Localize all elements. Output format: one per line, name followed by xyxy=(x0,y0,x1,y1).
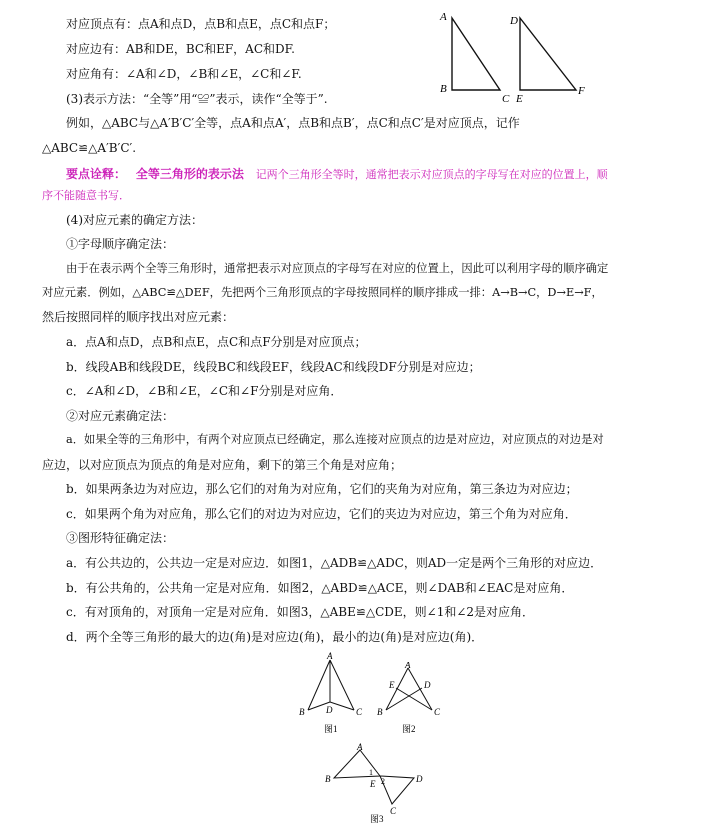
text-line: (3)表示方法：“全等”用“≌”表示，读作“全等于”. xyxy=(66,92,328,106)
text-line: b．有公共角的，公共角一定是对应角．如图2，△ABD≌△ACE，则∠DAB和∠EAC是对应角． xyxy=(66,581,574,595)
text-line: 对应顶点有：点A和点D，点B和点E，点C和点F； xyxy=(66,17,336,31)
angle-2-label: 2 xyxy=(381,777,385,786)
text-line: ③图形特征确定法： xyxy=(66,531,175,545)
label-C: C xyxy=(356,707,363,717)
note-title: 要点诠释： xyxy=(66,167,127,181)
note-subtitle: 全等三角形的表示法 xyxy=(135,167,244,181)
text-line: c．有对顶角的，对顶角一定是对应角．如图3，△ABE≌△CDE，则∠1和∠2是对应角． xyxy=(66,605,535,619)
label-B: B xyxy=(325,774,331,784)
label-E: E xyxy=(516,93,523,105)
text-line: 对应角有：∠A和∠D，∠B和∠E，∠C和∠F. xyxy=(66,67,302,81)
label-A: A xyxy=(357,742,363,752)
figure-2 xyxy=(374,662,444,738)
text-line: a．点A和点D，点B和点E，点C和点F分别是对应顶点； xyxy=(66,335,367,349)
label-C: C xyxy=(434,707,441,717)
figure-2-caption: 图2 xyxy=(402,724,416,734)
label-B: B xyxy=(440,83,447,95)
label-A: A xyxy=(327,651,333,661)
text-line: c．如果两个角为对应角，那么它们的对边为对应边，它们的夹边为对应边，第三个角为对应角． xyxy=(66,507,577,521)
text-line: (4)对应元素的确定方法： xyxy=(66,213,203,227)
note-text: 记两个三角形全等时，通常把表示对应顶点的字母写在对应的位置上，顺 xyxy=(255,168,608,181)
text-line: 应边，以对应顶点为顶点的角是对应角，剩下的第三个角是对应角； xyxy=(42,458,403,472)
figure-3 xyxy=(318,742,430,826)
figure-1 xyxy=(296,650,366,738)
text-line: d．两个全等三角形的最大的边(角)是对应边(角)，最小的边(角)是对应边(角)． xyxy=(66,630,484,644)
text-line: 然后按照同样的顺序找出对应元素： xyxy=(42,310,235,324)
text-line: c．∠A和∠D，∠B和∠E，∠C和∠F分别是对应角． xyxy=(66,384,343,398)
label-A: A xyxy=(440,11,447,23)
congruent-triangles-figure xyxy=(436,10,596,108)
label-C: C xyxy=(390,806,397,816)
text-line: △ABC≌△A′B′C′. xyxy=(42,141,137,155)
note-text-cont: 序不能随意书写． xyxy=(42,189,130,202)
label-E: E xyxy=(389,680,395,690)
text-line: ①字母顺序确定法： xyxy=(66,237,175,251)
label-B: B xyxy=(377,707,383,717)
label-D: D xyxy=(416,774,423,784)
text-line: a．有公共边的，公共边一定是对应边．如图1，△ADB≌△ADC，则AD一定是两个三角形的对应边． xyxy=(66,556,603,570)
text-line: 例如，△ABC与△A′B′C′全等，点A和点A′，点B和点B′，点C和点C′是对应顶点，记作 xyxy=(66,116,520,130)
angle-1-label: 1 xyxy=(369,768,373,777)
label-D: D xyxy=(326,705,333,715)
text-line: 对应元素．例如，△ABC≌△DEF，先把两个三角形顶点的字母按照同样的顺序排成一排：A→B→C，D→E→F， xyxy=(42,286,603,299)
text-line: 由于在表示两个全等三角形时，通常把表示对应顶点的字母写在对应的位置上，因此可以利用字母的顺序确定 xyxy=(66,262,609,275)
label-B: B xyxy=(299,707,305,717)
figure-1-caption: 图1 xyxy=(324,724,338,734)
text-line: ②对应元素确定法： xyxy=(66,409,175,423)
label-F: F xyxy=(578,85,585,97)
text-line: b．如果两条边为对应边，那么它们的对角为对应角，它们的夹角为对应角，第三条边为对应边； xyxy=(66,482,578,496)
label-D: D xyxy=(510,15,518,27)
text-line: a．如果全等的三角形中，有两个对应顶点已经确定，那么连接对应顶点的边是对应边，对应顶点的对边是对 xyxy=(66,433,604,446)
label-D: D xyxy=(424,680,431,690)
text-line: b．线段AB和线段DE，线段BC和线段EF，线段AC和线段DF分别是对应边； xyxy=(66,360,481,374)
figure-3-caption: 图3 xyxy=(370,814,384,824)
label-C: C xyxy=(502,93,510,105)
label-E: E xyxy=(370,779,376,789)
text-line: 对应边有：AB和DE，BC和EF，AC和DF. xyxy=(66,42,295,56)
label-A: A xyxy=(405,662,411,670)
note-line xyxy=(66,166,608,183)
